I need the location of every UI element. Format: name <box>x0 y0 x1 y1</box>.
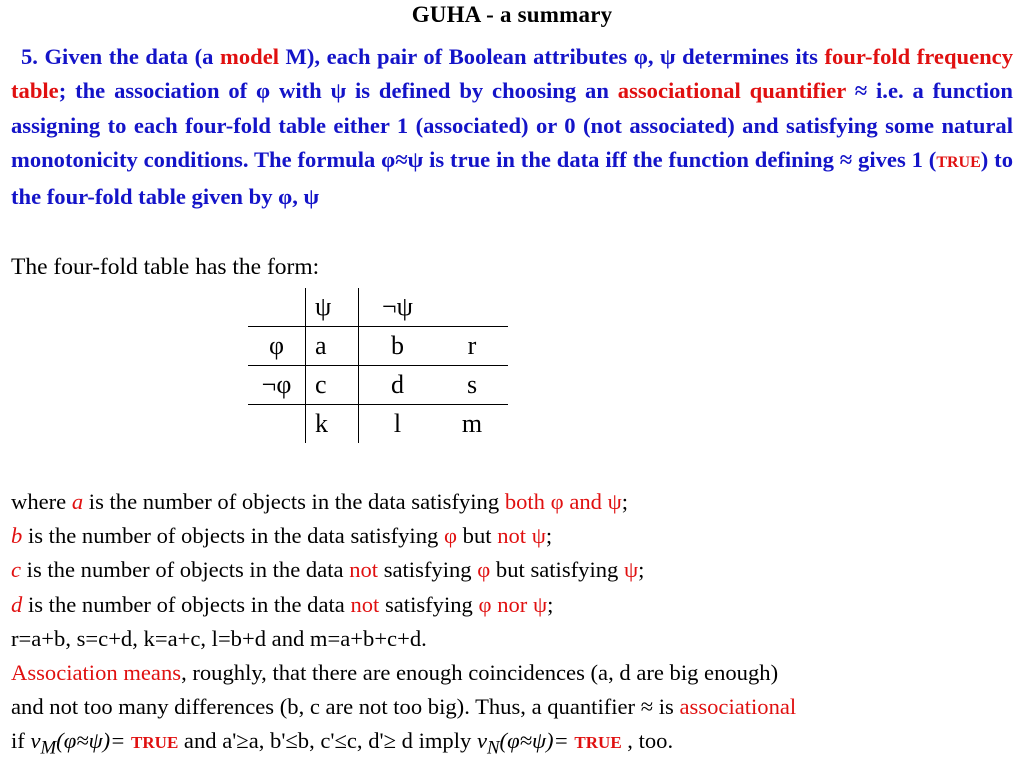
def-line-condition: if $v_M(\varphi\approx\psi)=$ TRUE and a'≥a, b'≤b, c'≤c, d'≥ d imply $v_N(\varphi\approx\psi)=$ TRUE , too. <box>11 728 674 759</box>
true-word: TRUE <box>936 153 981 171</box>
table-cell: ¬ψ <box>359 288 437 327</box>
table-row <box>248 366 508 405</box>
var-b: b <box>11 523 23 549</box>
term-associational-quantifier: associational quantifier <box>617 78 846 104</box>
var-a: a <box>71 489 84 514</box>
term-model: model <box>220 44 280 69</box>
def-line-b: b is the number of objects in the data satisfying φ but not ψ; <box>11 523 553 549</box>
table-cell <box>436 288 508 327</box>
def-line-sums: r=a+b, s=c+d, k=a+c, l=b+d and m=a+b+c+d. <box>11 625 427 651</box>
def-line-quantifier: and not too many differences (b, c are not too big). Thus, a quantifier ≈ is associational <box>11 694 797 720</box>
table-cell: φ <box>248 327 306 366</box>
def-line-meaning: Association means, roughly, that there are enough coincidences (a, d are big enough) <box>11 660 779 686</box>
table-cell: a <box>306 327 359 366</box>
term-fourfold-table: four-fold frequency table <box>11 44 1013 104</box>
table-cell: m <box>461 409 483 438</box>
fourfold-table <box>248 288 508 443</box>
table-row <box>248 405 508 444</box>
table-cell: d <box>359 366 437 405</box>
page-title: GUHA - a summary <box>411 2 613 27</box>
def-line-d: d is the number of objects in the data not satisfying φ nor ψ; <box>11 591 554 617</box>
table-cell: l <box>359 405 437 444</box>
var-d: d <box>11 591 23 617</box>
table-cell: ψ <box>306 288 359 327</box>
table-cell: c <box>306 366 359 405</box>
table-cell: k <box>306 405 359 444</box>
def-line-a: where a is the number of objects in the data satisfying both φ and ψ; <box>11 489 629 514</box>
table-cell: s <box>436 366 508 405</box>
table-cell: b <box>359 327 437 366</box>
definitions <box>11 485 1021 766</box>
table-cell: ¬φ <box>248 366 306 405</box>
var-c: c <box>11 557 22 583</box>
def-line-c: c is the number of objects in the data not satisfying φ but satisfying ψ; <box>11 557 645 583</box>
intro-paragraph: 5. Given the data (a model M), each pair of Boolean attributes φ, ψ determines its four-fold frequency table; the association of φ with ψ is defined by choosing an associational quantifier ≈ i.e. a function assigning to each four-fold table either 1 (associated) or 0 (not associated) and satisfying some natural monotonicity conditions. The formula φ≈ψ is true in the data iff the function defining ≈ gives 1 (TRUE) to the four-fold table given by φ, ψ <box>11 44 1014 210</box>
table-cell: r <box>436 327 508 366</box>
table-row <box>248 327 508 366</box>
table-cell <box>248 405 306 444</box>
table-cell <box>248 288 306 327</box>
table-header-row <box>248 288 508 327</box>
table-caption: The four-fold table has the form: <box>11 254 320 280</box>
